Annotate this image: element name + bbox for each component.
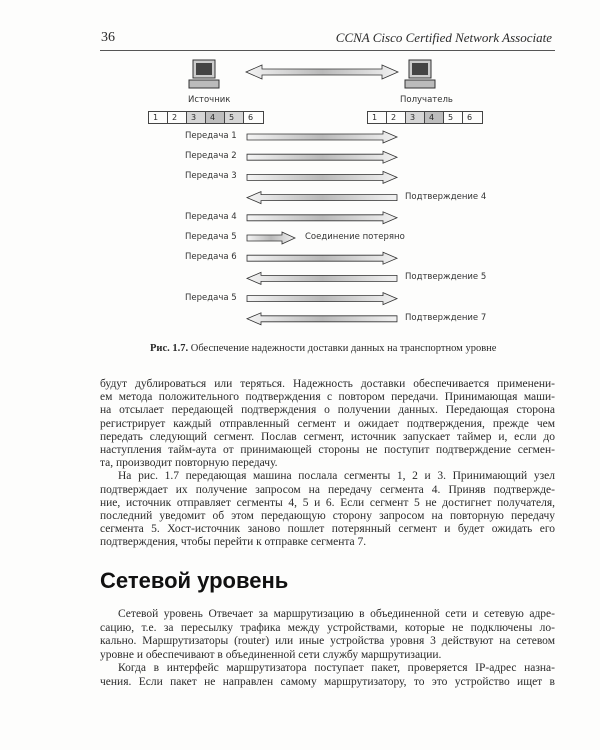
segment-cell: 4: [206, 112, 225, 123]
transmission-arrow: [247, 212, 397, 224]
text-line: наступления тайм-аута от принимающей стороны не поступит подтверждение сегмен-: [100, 444, 555, 456]
text-line: ем метода положительного подтверждения с повтором передачи. Принимающая маши-: [100, 391, 555, 404]
receiver-segments: [367, 111, 483, 124]
text-line: подтверждения, чтобы перейти к отправке сегмента 7.: [100, 536, 367, 549]
segment-cell: 6: [467, 113, 473, 122]
text-line: уровне и обеспечивают в объединенной сети службу маршрутизации.: [100, 648, 442, 661]
source-label: Источник: [188, 95, 231, 105]
segment-cell: 2: [387, 112, 406, 123]
figure-caption: [150, 343, 496, 354]
transmission-label: Передача 5: [185, 292, 237, 303]
receiver-computer-icon: [405, 60, 435, 88]
segment-cell: 3: [187, 112, 206, 123]
segment-cell: 1: [149, 112, 168, 123]
segment-cell: 5: [225, 112, 244, 123]
transmission-arrow: [247, 131, 397, 143]
segment-cell: 4: [425, 112, 444, 123]
text-line: кально. Маршрутизаторы (router) или иные устройства уровня 3 действуют на сетевом: [100, 635, 555, 648]
text-line: подтверждает их получение запросом на передачу сегмента 4. Приняв подтвержде-: [100, 483, 555, 496]
transmission-label: Передача 6: [185, 252, 237, 263]
ack-label: Подтверждение 7: [405, 312, 487, 323]
text-line: будут дублироваться или теряться. Надежность доставки обеспечивается применени-: [100, 378, 555, 390]
receiver-label: Получатель: [400, 95, 453, 105]
text-line: Когда в интерфейс маршрутизатора поступает пакет, проверяется IP-адрес назна-: [118, 662, 555, 675]
text-line: та, производит повторную передачу.: [100, 457, 278, 470]
text-line: ние, источник отправляет сегменты 4, 5 и 6. Если сегмент 5 не достигнет получателя,: [100, 496, 555, 509]
bidirectional-arrow: [246, 65, 398, 79]
text-line: сацию, т.е. за пересылку трафика между устройствами, которые не подключены ло-: [100, 621, 555, 634]
arrow-rows: [247, 131, 397, 325]
segment-cell: 5: [444, 112, 463, 123]
text-line: регистрирует каждый отправленный сегмент и ожидает подтверждения, прежде чем: [100, 417, 555, 430]
text-line: передать следующий сегмент. Послав сегмент, источник запускает таймер и, если до: [100, 430, 555, 443]
caption-prefix: Рис. 1.7.: [150, 343, 189, 354]
transmission-arrow: [247, 293, 397, 305]
segment-cell: 6: [248, 113, 254, 122]
transmission-arrow: [247, 252, 397, 264]
figure-graphics: [0, 0, 600, 340]
transmission-arrow: [247, 151, 397, 163]
text-line: чения. Если пакет не направлен самому маршрутизатору, то это устройство ищет в: [100, 676, 555, 688]
text-line: последний уведомит об этом передающую сторону запросом на повторную передачу: [100, 510, 555, 522]
transmission-label: Передача 4: [185, 211, 237, 222]
connection-lost-note: Соединение потеряно: [305, 232, 405, 242]
caption-text: Обеспечение надежности доставки данных на транспортном уровне: [188, 343, 497, 354]
lost-transmission-arrow: [247, 232, 295, 244]
ack-arrow: [247, 313, 397, 325]
source-computer-icon: [189, 60, 219, 88]
text-line: Сетевой уровень Отвечает за маршрутизацию в объединенной сети и сетевую адре-: [118, 608, 555, 620]
ack-arrow: [247, 192, 397, 204]
section-heading: Сетевой уровень: [100, 568, 289, 593]
transmission-label: Передача 1: [185, 131, 237, 141]
ack-label: Подтверждение 5: [405, 272, 487, 283]
segment-cell: 3: [406, 112, 425, 123]
ack-label: Подтверждение 4: [405, 191, 487, 202]
transmission-label: Передача 5: [185, 232, 237, 242]
segment-cell: 2: [168, 112, 187, 123]
text-line: на отсылает передающей подтверждения о получении данных. Передающая сторона: [100, 404, 555, 417]
transmission-label: Передача 2: [185, 151, 237, 162]
running-header-title: CCNA Cisco Certified Network Associate: [335, 30, 552, 45]
segment-cell: 1: [368, 112, 387, 123]
text-line: На рис. 1.7 передающая машина послала сегменты 1, 2 и 3. Принимающий узел: [118, 470, 555, 483]
transmission-label: Передача 3: [185, 171, 237, 182]
ack-arrow: [247, 272, 397, 284]
page-number: 36: [101, 30, 115, 45]
transmission-arrow: [247, 171, 397, 183]
source-segments: [148, 111, 264, 124]
text-line: сегмента 5. Хост-источник заново пошлет потерянный сегмент и будет ожидать его: [100, 523, 555, 536]
